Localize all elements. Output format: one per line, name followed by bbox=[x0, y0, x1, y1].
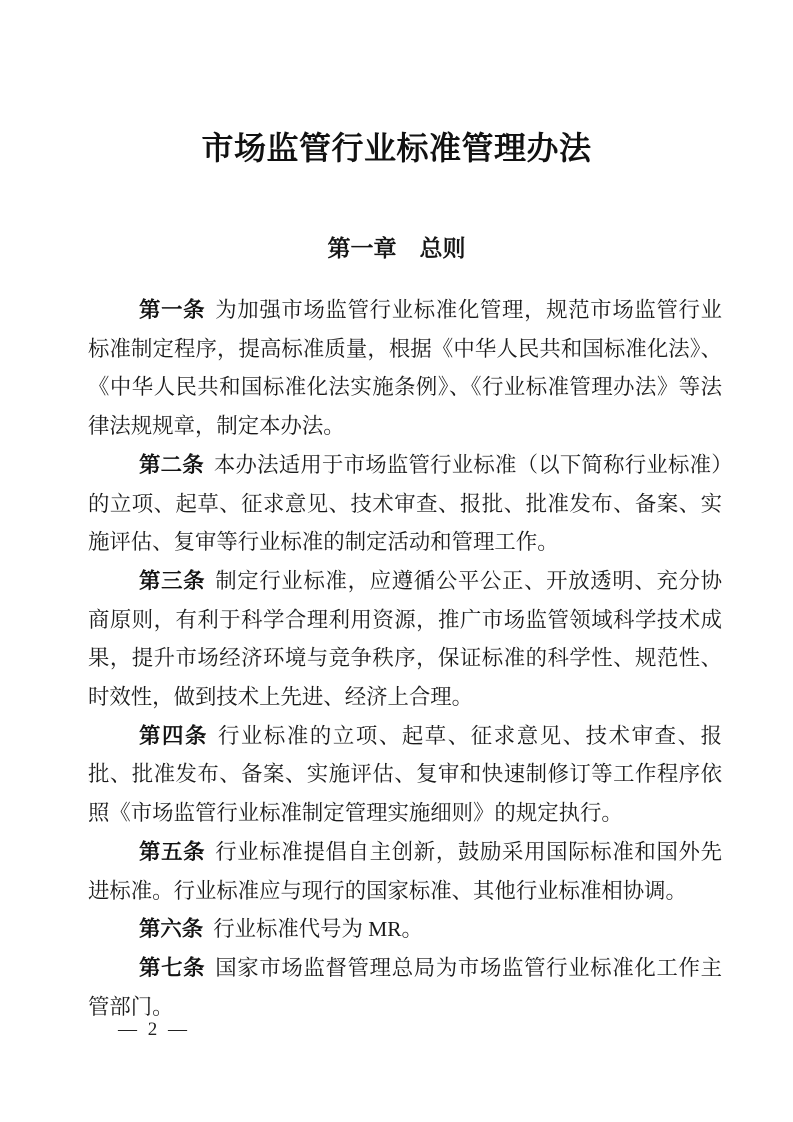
article-text-3: 制定行业标准，应遵循公平公正、开放透明、充分协商原则，有利于科学合理利用资源，推广市场监管领域科学技术成果，提升市场经济环境与竞争秩序，保证标准的科学性、规范性、时效性，做到技术上先进、经济上合理。 bbox=[88, 568, 722, 710]
chapter-heading bbox=[0, 233, 793, 263]
article-number-4: 第四条 bbox=[139, 723, 208, 748]
article-number-2: 第二条 bbox=[139, 452, 204, 477]
article-paragraph-4 bbox=[88, 717, 722, 833]
article-text-7: 国家市场监督管理总局为市场监管行业标准化工作主管部门。 bbox=[88, 955, 722, 1019]
document-title: 市场监管行业标准管理办法 bbox=[201, 130, 592, 166]
article-paragraph-2 bbox=[88, 446, 722, 562]
article-paragraph-3 bbox=[88, 562, 722, 717]
article-paragraph-1 bbox=[88, 291, 722, 446]
article-text-6: 行业标准代号为 MR。 bbox=[213, 917, 423, 942]
chapter-number: 第一章 bbox=[327, 235, 397, 261]
article-paragraph-5 bbox=[88, 833, 722, 910]
article-number-5: 第五条 bbox=[139, 839, 206, 864]
article-text-2: 本办法适用于市场监管行业标准（以下简称行业标准）的立项、起草、征求意见、技术审查、报批、批准发布、备案、实施评估、复审等行业标准的制定活动和管理工作。 bbox=[88, 452, 722, 555]
article-number-1: 第一条 bbox=[139, 298, 206, 322]
article-number-6: 第六条 bbox=[139, 917, 204, 942]
article-paragraph-7 bbox=[88, 949, 722, 1026]
article-number-3: 第三条 bbox=[139, 568, 206, 593]
chapter-title: 总则 bbox=[419, 235, 466, 261]
article-text-1: 为加强市场监管行业标准化管理，规范市场监管行业标准制定程序，提高标准质量，根据《中华人民共和国标准化法》、《中华人民共和国标准化法实施条例》、《行业标准管理办法》等法律法规规章，制定本办法。 bbox=[88, 298, 722, 439]
article-paragraph-6 bbox=[88, 910, 722, 949]
article-number-7: 第七条 bbox=[139, 955, 206, 980]
article-text-4: 行业标准的立项、起草、征求意见、技术审查、报批、批准发布、备案、实施评估、复审和快速制修订等工作程序依照《市场监管行业标准制定管理实施细则》的规定执行。 bbox=[88, 723, 722, 826]
page-number: — 2 — bbox=[118, 1019, 190, 1040]
document-body bbox=[88, 291, 722, 1026]
article-text-5: 行业标准提倡自主创新，鼓励采用国际标准和国外先进标准。行业标准应与现行的国家标准、其他行业标准相协调。 bbox=[88, 839, 722, 903]
